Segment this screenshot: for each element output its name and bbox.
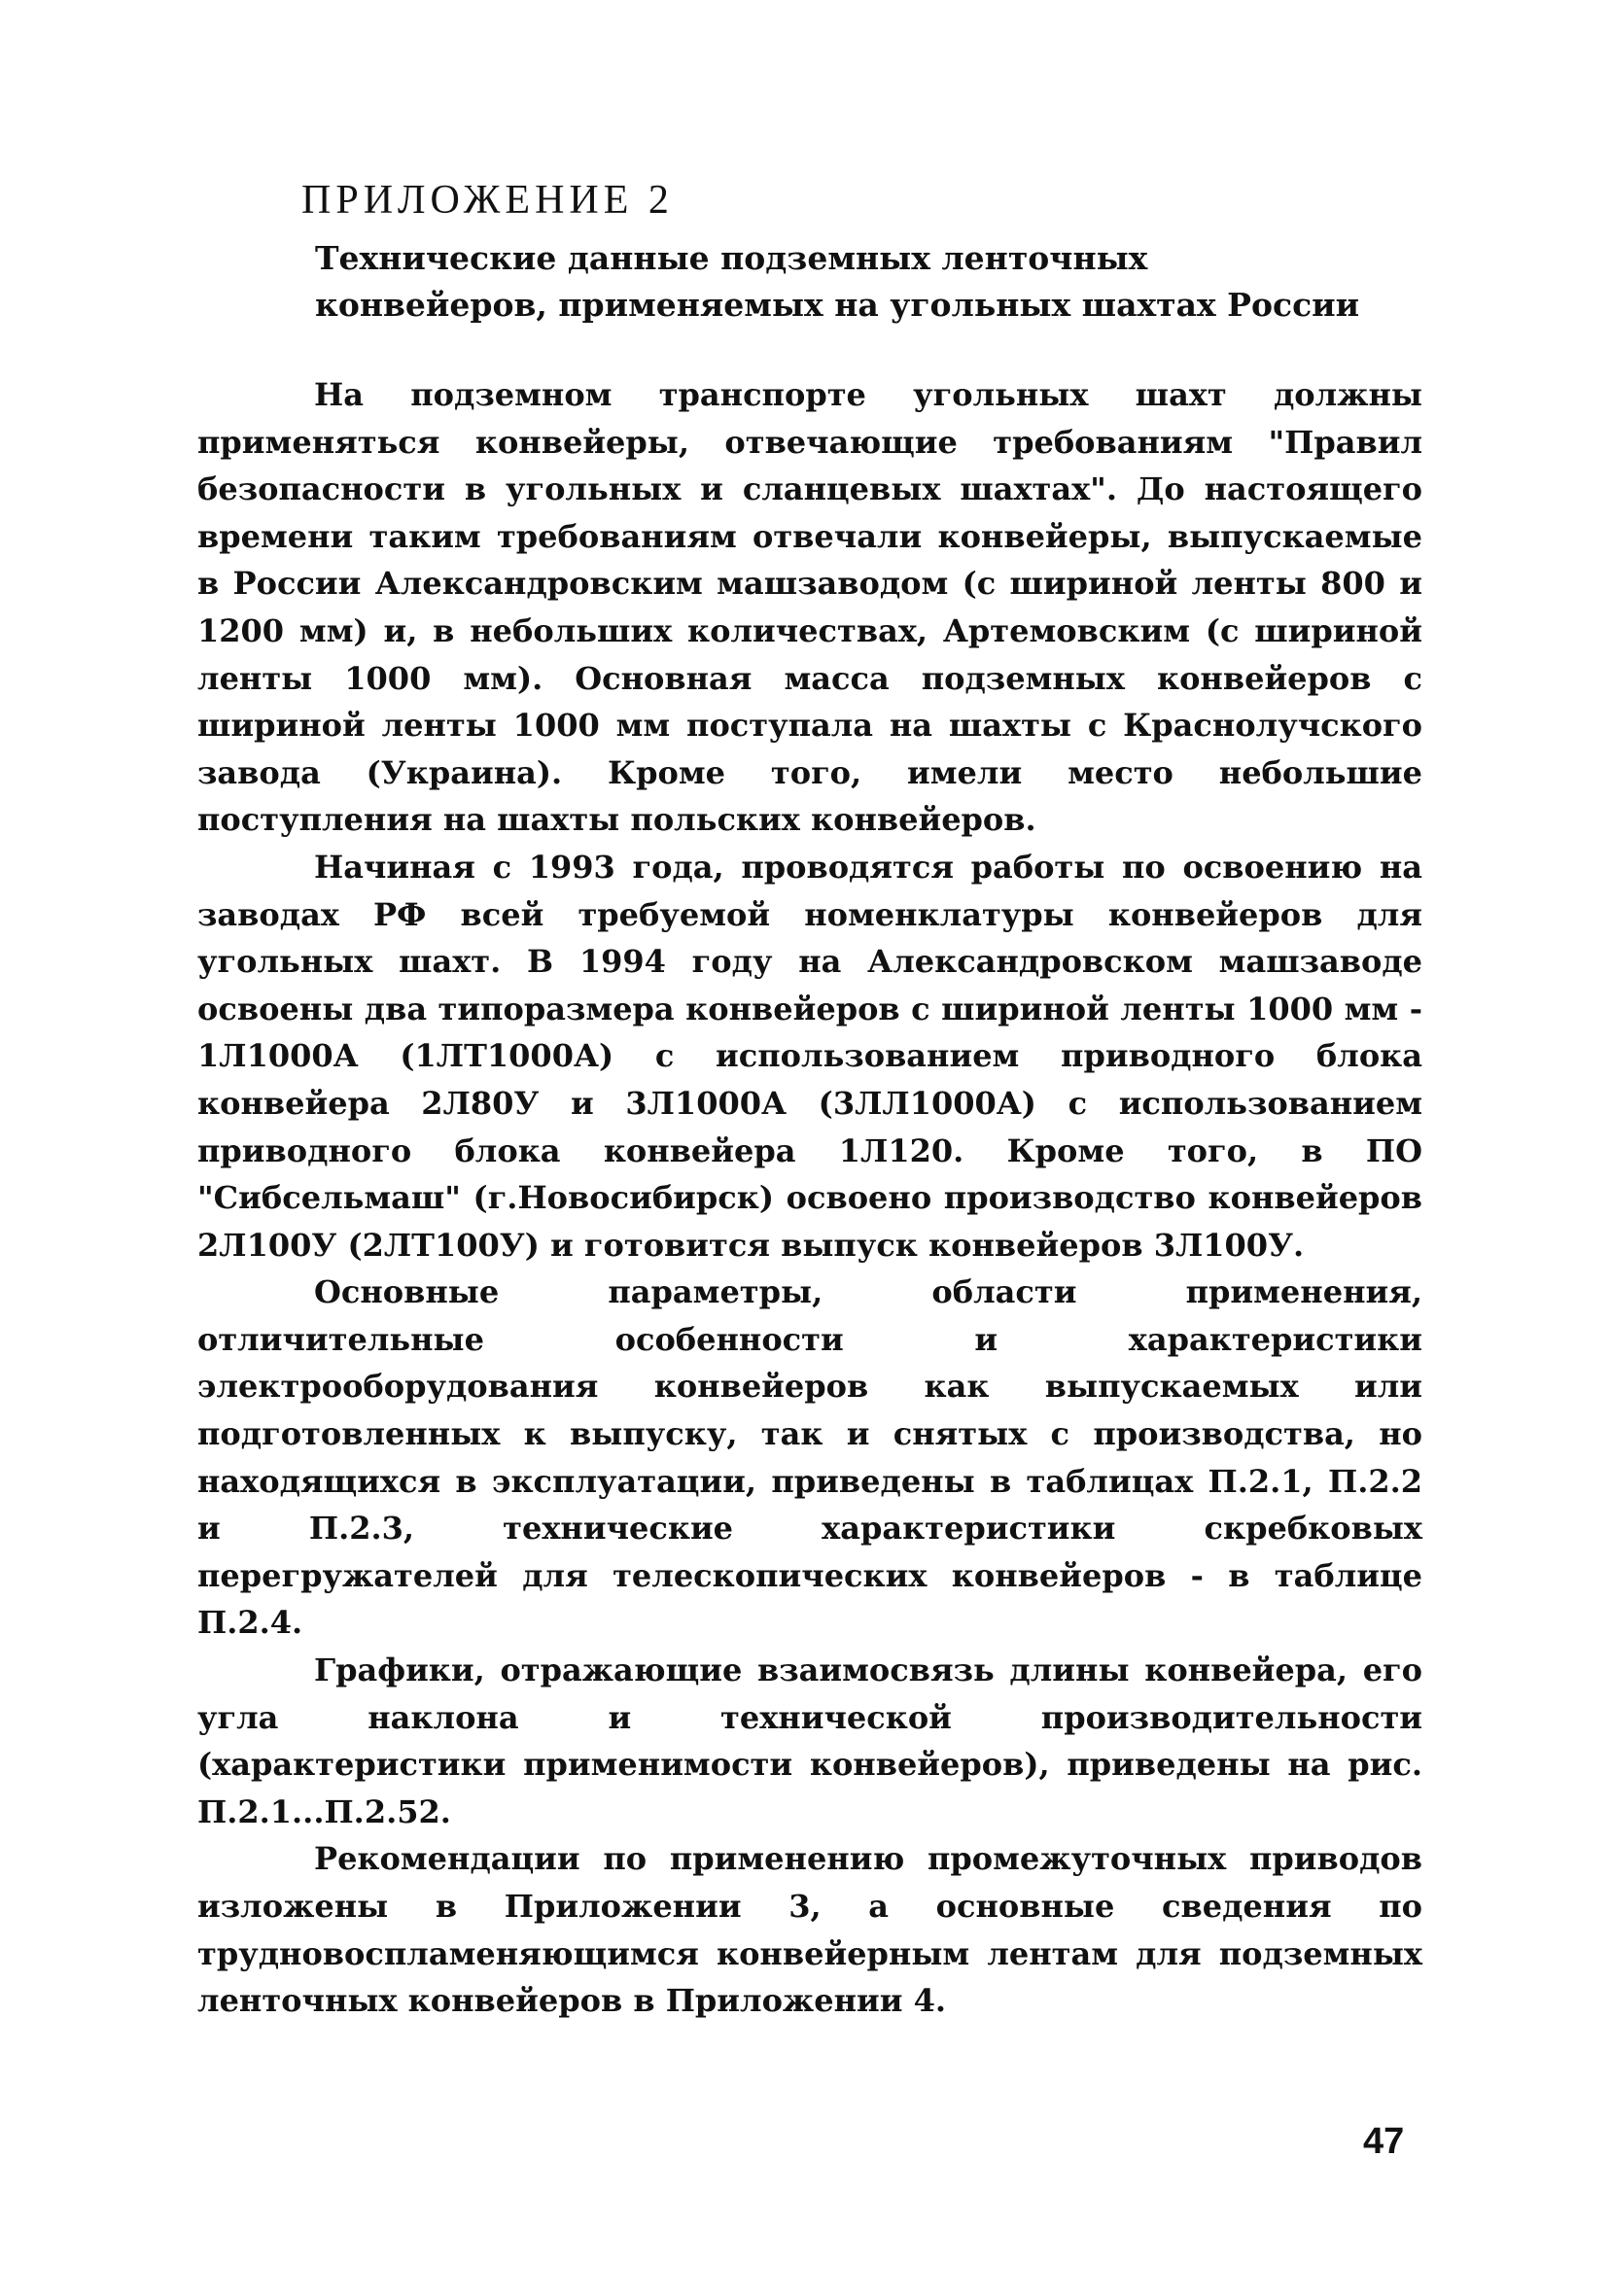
page-number: 47 xyxy=(1363,2121,1405,2162)
header-block xyxy=(301,173,1429,329)
subtitle-line-2: конвейеров, применяемых на угольных шахтах России xyxy=(315,286,1360,324)
paragraph-3: Основные параметры, области применения, отличительные особенности и характеристики электрооборудования конвейеров как выпускаемых или подготовленных к выпуску, так и снятых с производства, но находящихся в эксплуатации, приведены в таблицах П.2.1, П.2.2 и П.2.3, технические характеристики скребковых перегружателей для телескопических конвейеров - в таблице П.2.4. xyxy=(197,1273,1422,1642)
paragraph-2: Начиная с 1993 года, проводятся работы по освоению на заводах РФ всей требуемой номенклатуры конвейеров для угольных шахт. В 1994 году на Александровском машзаводе освоены два типоразмера конвейеров с шириной ленты 1000 мм - 1Л1000А (1ЛТ1000А) с использованием приводного блока конвейера 2Л80У и 3Л1000А (3ЛЛ1000А) с использованием приводного блока конвейера 1Л120. Кроме того, в ПО "Сибсельмаш" (г.Новосибирск) освоено производство конвейеров 2Л100У (2ЛТ100У) и готовится выпуск конвейеров 3Л100У. xyxy=(197,848,1422,1264)
paragraph-1: На подземном транспорте угольных шахт должны применяться конвейеры, отвечающие требованиям "Правил безопасности в угольных и сланцевых шахтах". До настоящего времени таким требованиям отвечали конвейеры, выпускаемые в России Александровским машзаводом (с шириной ленты 800 и 1200 мм) и, в небольших количествах, Артемовским (с шириной ленты 1000 мм). Основная масса подземных конвейеров с шириной ленты 1000 мм поступала на шахты с Краснолучского завода (Украина). Кроме того, имели место небольшие поступления на шахты польских конвейеров. xyxy=(197,376,1422,839)
paragraph-5: Рекомендации по применению промежуточных приводов изложены в Приложении 3, а основные сведения по трудновоспламеняющимся конвейерным лентам для подземных ленточных конвейеров в Приложении 4. xyxy=(197,1840,1422,2020)
appendix-title: ПРИЛОЖЕНИЕ 2 xyxy=(301,178,674,223)
body-text xyxy=(197,371,1422,2025)
paragraph-4: Графики, отражающие взаимосвязь длины конвейера, его угла наклона и технической производительности (характеристики применимости конвейеров), приведены на рис. П.2.1...П.2.52. xyxy=(197,1652,1422,1830)
subtitle-line-1: Технические данные подземных ленточных xyxy=(315,239,1148,277)
